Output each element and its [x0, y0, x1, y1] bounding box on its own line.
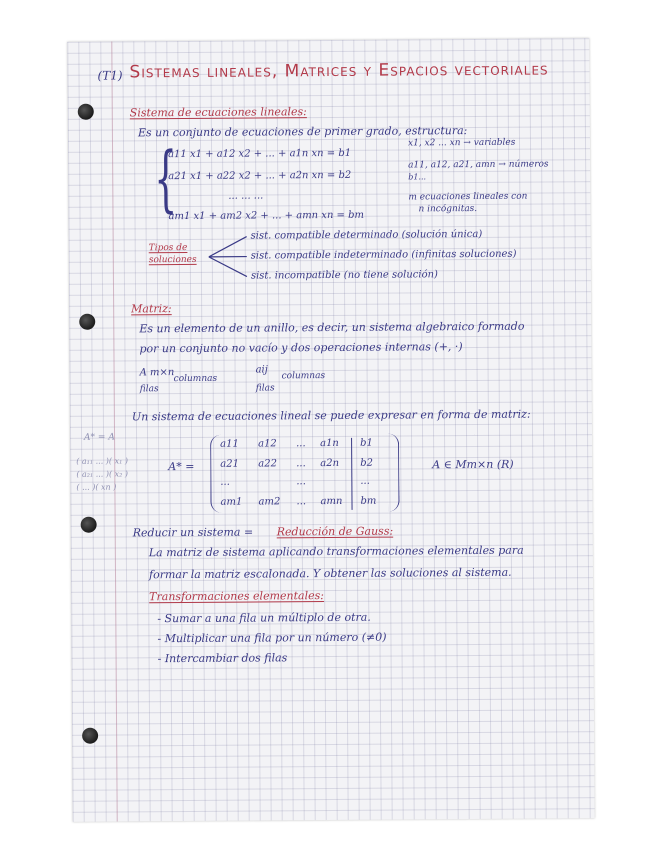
punch-hole — [81, 517, 97, 533]
aij-columnas: columnas — [281, 371, 326, 382]
matrix-cell: a11 — [220, 438, 239, 450]
gauss-heading: Reducción de Gauss: — [276, 524, 394, 539]
matrix-membership: A ∈ Mm×n (R) — [432, 457, 514, 472]
aij-label: aij — [255, 364, 268, 376]
section-heading-matriz: Matriz: — [131, 302, 172, 316]
tipos-soluciones-label: Tipos de soluciones — [148, 242, 197, 265]
augmented-bar — [351, 438, 353, 510]
matrix-cell: bm — [360, 495, 377, 507]
solution-type: sist. compatible indeterminado (infinitas soluciones) — [250, 248, 517, 262]
matrix-cell: am1 — [220, 496, 243, 508]
branch-lines — [207, 233, 251, 281]
title-prefix: (T1) — [97, 68, 123, 83]
note-line: n incógnitas. — [418, 203, 478, 215]
punch-hole — [79, 314, 95, 330]
matrix-right-bracket — [388, 434, 400, 512]
punch-hole — [78, 104, 94, 120]
section-intro: Es un conjunto de ecuaciones de primer grado, estructura: — [137, 124, 468, 140]
matrix-cell: a22 — [258, 458, 277, 470]
transformation-item: - Multiplicar una fila por un número (≠0) — [157, 630, 387, 646]
faded-sketch: ( a₁₁ ... )( x₁ ) ( a₂₁ ... )( x₂ ) ( ... )( xn ) — [76, 456, 129, 492]
section-heading-sistema: Sistema de ecuaciones lineales: — [129, 105, 307, 120]
equation-brace: { — [153, 136, 178, 221]
matrix-cell: ... — [296, 458, 306, 470]
matrix-cell: a1n — [320, 437, 339, 450]
note-line: b1... — [408, 172, 427, 182]
dim-columnas: columnas — [173, 373, 218, 385]
equation-line: a11 x1 + a12 x2 + ... + a1n xn = b1 — [168, 147, 352, 161]
notebook-page — [67, 38, 594, 822]
equation-line: am1 x1 + am2 x2 + ... + amn xn = bm — [168, 209, 365, 223]
matrix-intro: Un sistema de ecuaciones lineal se puede expresar en forma de matriz: — [131, 407, 531, 424]
matrix-cell: amn — [320, 495, 343, 508]
page-title: Sistemas lineales, Matrices y Espacios vectoriales — [129, 59, 549, 83]
matriz-definition: Es un elemento de un anillo, es decir, un sistema algebraico formado — [139, 319, 525, 336]
gauss-text: La matriz de sistema aplicando transformaciones elementales para — [148, 543, 524, 560]
punch-hole — [82, 728, 98, 744]
matriz-definition: por un conjunto no vacío y dos operaciones internas (+, ·) — [139, 340, 463, 356]
solution-type: sist. incompatible (no tiene solución) — [250, 269, 438, 282]
margin-line — [111, 42, 117, 822]
reducir-label: Reducir un sistema = — [132, 525, 254, 540]
transformation-item: - Sumar a una fila un múltiplo de otra. — [157, 610, 371, 626]
note-line: m ecuaciones lineales con — [408, 191, 528, 203]
matrix-cell: a2n — [320, 457, 340, 470]
equation-line: ... ... ... — [228, 190, 264, 202]
matrix-cell: ... — [360, 475, 370, 487]
matrix-label: A* = — [168, 459, 195, 474]
matrix-cell: b2 — [360, 457, 374, 469]
note-line: a11, a12, a21, amn → números — [408, 159, 549, 171]
matrix-cell: b1 — [360, 437, 373, 449]
note-line: x1, x2 ... xn → variables — [407, 137, 516, 149]
equation-line: a21 x1 + a22 x2 + ... + a2n xn = b2 — [168, 169, 352, 183]
matrix-cell: ... — [296, 496, 307, 508]
aij-filas: filas — [255, 383, 275, 394]
transformation-item: - Intercambiar dos filas — [157, 651, 288, 666]
matrix-cell: ... — [296, 438, 306, 450]
matrix-cell: a21 — [220, 458, 239, 470]
gauss-text: formar la matriz escalonada. Y obtener las soluciones al sistema. — [148, 565, 512, 582]
matrix-cell: a12 — [258, 438, 277, 450]
dim-main: A m×n — [139, 367, 175, 379]
side-note: A* = A — [84, 432, 115, 443]
matrix-cell: ... — [296, 476, 306, 488]
transformaciones-heading: Transformaciones elementales: — [149, 589, 324, 604]
matrix-cell: am2 — [258, 496, 281, 508]
solution-type: sist. compatible determinado (solución única) — [250, 228, 483, 242]
dim-filas: filas — [139, 384, 159, 395]
matrix-cell: ... — [220, 476, 230, 488]
